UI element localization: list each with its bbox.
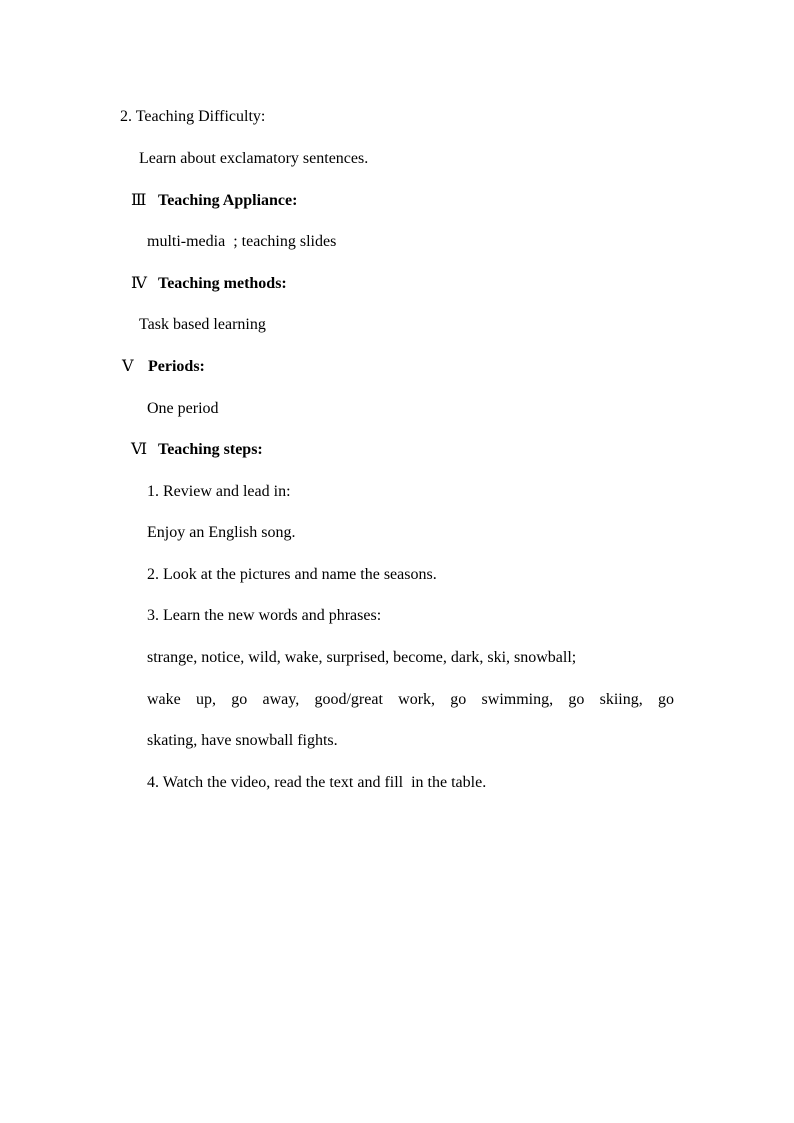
phrases-line-2: skating, have snowball fights. — [147, 732, 338, 749]
methods-heading-line — [131, 274, 287, 294]
phrase-word: swimming, — [481, 691, 554, 708]
methods-numeral: Ⅳ — [131, 275, 147, 292]
phrase-word: away, — [262, 691, 300, 708]
periods-heading: Periods: — [148, 358, 205, 375]
appliance-heading-line — [131, 191, 297, 211]
step-2: 2. Look at the pictures and name the seasons. — [147, 566, 437, 583]
phrase-word: go — [657, 691, 674, 708]
step-1-detail: Enjoy an English song. — [147, 524, 296, 541]
phrase-word: wake — [147, 691, 181, 708]
appliance-text: multi-media ; teaching slides — [147, 233, 337, 250]
steps-heading-line — [131, 440, 263, 460]
phrase-word: good/great — [314, 691, 383, 708]
step-1: 1. Review and lead in: — [147, 483, 291, 500]
periods-numeral: Ⅴ — [122, 358, 134, 375]
words-line: strange, notice, wild, wake, surprised, become, dark, ski, snowball; — [147, 649, 577, 666]
appliance-numeral: Ⅲ — [131, 192, 147, 209]
periods-text: One period — [147, 400, 219, 417]
phrase-word: go — [231, 691, 248, 708]
phrase-word: go — [450, 691, 467, 708]
methods-heading: Teaching methods: — [158, 275, 287, 292]
phrase-word: go — [568, 691, 585, 708]
steps-numeral: Ⅵ — [131, 441, 148, 458]
phrase-word: up, — [196, 691, 217, 708]
difficulty-heading: 2. Teaching Difficulty: — [120, 108, 266, 125]
appliance-heading: Teaching Appliance: — [158, 192, 298, 209]
step-4: 4. Watch the video, read the text and fill in the table. — [147, 774, 487, 791]
phrase-word: skiing, — [599, 691, 643, 708]
methods-text: Task based learning — [139, 316, 266, 333]
phrase-word: work, — [398, 691, 436, 708]
phrases-line-1 — [147, 690, 674, 710]
difficulty-text: Learn about exclamatory sentences. — [139, 150, 369, 167]
periods-heading-line — [122, 357, 205, 377]
step-3: 3. Learn the new words and phrases: — [147, 607, 382, 624]
steps-heading: Teaching steps: — [158, 441, 263, 458]
